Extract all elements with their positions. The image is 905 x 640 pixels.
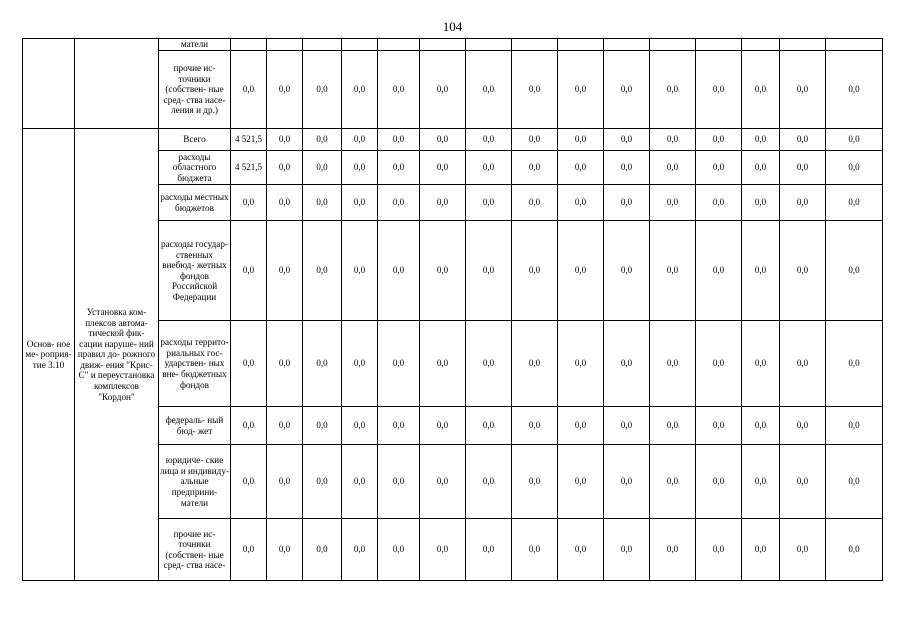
- value-cell: [303, 39, 342, 51]
- measure-label: Основ- ное ме- роприя- тие 3.10: [23, 129, 75, 581]
- value-cell: 0,0: [604, 321, 650, 407]
- value-cell: 0,0: [650, 221, 696, 321]
- value-cell: 0,0: [826, 151, 883, 185]
- value-cell: 0,0: [826, 129, 883, 151]
- value-cell: 0,0: [780, 221, 826, 321]
- funding-category: прочие ис- точники (собствен- ные сред- ства насе- ления и др.): [159, 51, 231, 129]
- value-cell: 0,0: [650, 151, 696, 185]
- value-cell: 0,0: [512, 151, 558, 185]
- value-cell: 0,0: [558, 129, 604, 151]
- value-cell: 0,0: [267, 221, 303, 321]
- value-cell: 0,0: [604, 407, 650, 445]
- value-cell: [342, 39, 378, 51]
- value-cell: 0,0: [466, 151, 512, 185]
- value-cell: 0,0: [826, 51, 883, 129]
- value-cell: 0,0: [231, 445, 267, 519]
- value-cell: 0,0: [696, 51, 742, 129]
- value-cell: 0,0: [780, 185, 826, 221]
- value-cell: 0,0: [303, 321, 342, 407]
- value-cell: 0,0: [378, 321, 420, 407]
- value-cell: [826, 39, 883, 51]
- value-cell: 0,0: [267, 51, 303, 129]
- value-cell: 0,0: [420, 445, 466, 519]
- value-cell: 0,0: [303, 407, 342, 445]
- value-cell: 0,0: [742, 407, 780, 445]
- value-cell: 0,0: [780, 407, 826, 445]
- value-cell: 0,0: [378, 51, 420, 129]
- value-cell: 0,0: [558, 151, 604, 185]
- value-cell: 0,0: [466, 129, 512, 151]
- value-cell: 0,0: [303, 445, 342, 519]
- value-cell: 0,0: [303, 221, 342, 321]
- value-cell: 0,0: [696, 151, 742, 185]
- value-cell: 0,0: [696, 221, 742, 321]
- value-cell: 0,0: [420, 407, 466, 445]
- value-cell: 0,0: [267, 321, 303, 407]
- value-cell: 0,0: [604, 51, 650, 129]
- value-cell: 0,0: [512, 185, 558, 221]
- value-cell: 0,0: [696, 407, 742, 445]
- measure-name-cell: [75, 39, 159, 129]
- value-cell: 0,0: [378, 151, 420, 185]
- value-cell: 0,0: [267, 129, 303, 151]
- funding-category: юридиче- ские лица и индивиду- альные предприни- матели: [159, 445, 231, 519]
- value-cell: 0,0: [378, 129, 420, 151]
- value-cell: [604, 39, 650, 51]
- value-cell: 0,0: [742, 129, 780, 151]
- value-cell: 0,0: [696, 185, 742, 221]
- value-cell: 0,0: [604, 221, 650, 321]
- value-cell: 0,0: [742, 151, 780, 185]
- measure-name: Установка ком- плексов автома- тической фик- сации наруше- ний правил до- рожного движ- ения "Крис-С" и переустановка комплексов "Кордон": [75, 129, 159, 581]
- funding-category: расходы государ- ственных внебюд- жетных фондов Российской Федерации: [159, 221, 231, 321]
- value-cell: 0,0: [342, 129, 378, 151]
- value-cell: [267, 39, 303, 51]
- value-cell: 0,0: [231, 51, 267, 129]
- value-cell: 0,0: [342, 519, 378, 581]
- value-cell: [466, 39, 512, 51]
- value-cell: [650, 39, 696, 51]
- value-cell: 0,0: [231, 185, 267, 221]
- value-cell: 0,0: [342, 185, 378, 221]
- value-cell: 0,0: [512, 519, 558, 581]
- value-cell: 4 521,5: [231, 151, 267, 185]
- value-cell: 0,0: [267, 445, 303, 519]
- value-cell: [378, 39, 420, 51]
- measure-label-cell: [23, 39, 75, 129]
- funding-category: федераль- ный бюд- жет: [159, 407, 231, 445]
- value-cell: 0,0: [466, 51, 512, 129]
- value-cell: 0,0: [342, 407, 378, 445]
- value-cell: 0,0: [650, 51, 696, 129]
- value-cell: 0,0: [378, 407, 420, 445]
- value-cell: 0,0: [342, 445, 378, 519]
- value-cell: 0,0: [466, 519, 512, 581]
- value-cell: 0,0: [650, 185, 696, 221]
- value-cell: 0,0: [780, 445, 826, 519]
- value-cell: 0,0: [512, 445, 558, 519]
- value-cell: [696, 39, 742, 51]
- value-cell: 0,0: [512, 51, 558, 129]
- value-cell: 0,0: [267, 151, 303, 185]
- value-cell: [558, 39, 604, 51]
- value-cell: 0,0: [826, 321, 883, 407]
- value-cell: 0,0: [267, 185, 303, 221]
- value-cell: 0,0: [558, 321, 604, 407]
- value-cell: 0,0: [512, 321, 558, 407]
- value-cell: 0,0: [420, 151, 466, 185]
- value-cell: 0,0: [378, 445, 420, 519]
- value-cell: 0,0: [303, 51, 342, 129]
- value-cell: 0,0: [231, 221, 267, 321]
- value-cell: 0,0: [558, 407, 604, 445]
- value-cell: 0,0: [604, 445, 650, 519]
- funding-category: расходы областного бюджета: [159, 151, 231, 185]
- value-cell: 0,0: [378, 519, 420, 581]
- value-cell: 0,0: [342, 151, 378, 185]
- value-cell: 0,0: [742, 51, 780, 129]
- value-cell: [420, 39, 466, 51]
- value-cell: 0,0: [650, 407, 696, 445]
- value-cell: 0,0: [650, 519, 696, 581]
- page-number: 104: [442, 19, 463, 34]
- value-cell: 0,0: [466, 221, 512, 321]
- value-cell: 0,0: [650, 129, 696, 151]
- value-cell: 0,0: [512, 221, 558, 321]
- value-cell: 0,0: [342, 221, 378, 321]
- value-cell: 0,0: [231, 407, 267, 445]
- value-cell: 0,0: [696, 321, 742, 407]
- value-cell: 0,0: [604, 519, 650, 581]
- value-cell: 0,0: [826, 519, 883, 581]
- value-cell: 0,0: [558, 221, 604, 321]
- funding-category: прочие ис- точники (собствен- ные сред- ства насе-: [159, 519, 231, 581]
- value-cell: 0,0: [780, 151, 826, 185]
- value-cell: 0,0: [466, 185, 512, 221]
- value-cell: 0,0: [420, 185, 466, 221]
- value-cell: 0,0: [512, 129, 558, 151]
- value-cell: 0,0: [231, 519, 267, 581]
- value-cell: 0,0: [826, 445, 883, 519]
- value-cell: 0,0: [604, 151, 650, 185]
- value-cell: 0,0: [742, 321, 780, 407]
- value-cell: 0,0: [303, 151, 342, 185]
- value-cell: 0,0: [378, 185, 420, 221]
- value-cell: 0,0: [780, 129, 826, 151]
- value-cell: [231, 39, 267, 51]
- value-cell: [780, 39, 826, 51]
- value-cell: 0,0: [420, 519, 466, 581]
- funding-category: расходы местных бюджетов: [159, 185, 231, 221]
- value-cell: 0,0: [604, 185, 650, 221]
- value-cell: 0,0: [231, 321, 267, 407]
- value-cell: 0,0: [742, 445, 780, 519]
- value-cell: 0,0: [826, 221, 883, 321]
- value-cell: [512, 39, 558, 51]
- value-cell: 0,0: [558, 519, 604, 581]
- value-cell: 0,0: [420, 221, 466, 321]
- value-cell: [742, 39, 780, 51]
- value-cell: 0,0: [780, 519, 826, 581]
- value-cell: 0,0: [558, 185, 604, 221]
- value-cell: 4 521,5: [231, 129, 267, 151]
- value-cell: 0,0: [558, 445, 604, 519]
- table-row: [23, 129, 883, 151]
- value-cell: 0,0: [378, 221, 420, 321]
- value-cell: 0,0: [604, 129, 650, 151]
- value-cell: 0,0: [742, 221, 780, 321]
- value-cell: 0,0: [696, 129, 742, 151]
- value-cell: 0,0: [742, 185, 780, 221]
- value-cell: 0,0: [303, 129, 342, 151]
- value-cell: 0,0: [267, 519, 303, 581]
- value-cell: 0,0: [420, 321, 466, 407]
- value-cell: 0,0: [420, 129, 466, 151]
- value-cell: 0,0: [342, 321, 378, 407]
- value-cell: 0,0: [742, 519, 780, 581]
- value-cell: 0,0: [650, 445, 696, 519]
- value-cell: 0,0: [780, 51, 826, 129]
- funding-category: расходы террито- риальных гос- ударствен- ных вне- бюджетных фондов: [159, 321, 231, 407]
- value-cell: 0,0: [558, 51, 604, 129]
- value-cell: 0,0: [466, 407, 512, 445]
- value-cell: 0,0: [650, 321, 696, 407]
- finance-table: [22, 38, 883, 581]
- value-cell: 0,0: [466, 445, 512, 519]
- value-cell: 0,0: [696, 519, 742, 581]
- value-cell: 0,0: [420, 51, 466, 129]
- value-cell: 0,0: [466, 321, 512, 407]
- value-cell: 0,0: [267, 407, 303, 445]
- value-cell: 0,0: [342, 51, 378, 129]
- value-cell: 0,0: [826, 407, 883, 445]
- value-cell: 0,0: [780, 321, 826, 407]
- value-cell: 0,0: [303, 519, 342, 581]
- value-cell: 0,0: [512, 407, 558, 445]
- funding-category: Всего: [159, 129, 231, 151]
- value-cell: 0,0: [826, 185, 883, 221]
- funding-category: матели: [159, 39, 231, 51]
- value-cell: 0,0: [303, 185, 342, 221]
- table-row: [23, 39, 883, 51]
- value-cell: 0,0: [696, 445, 742, 519]
